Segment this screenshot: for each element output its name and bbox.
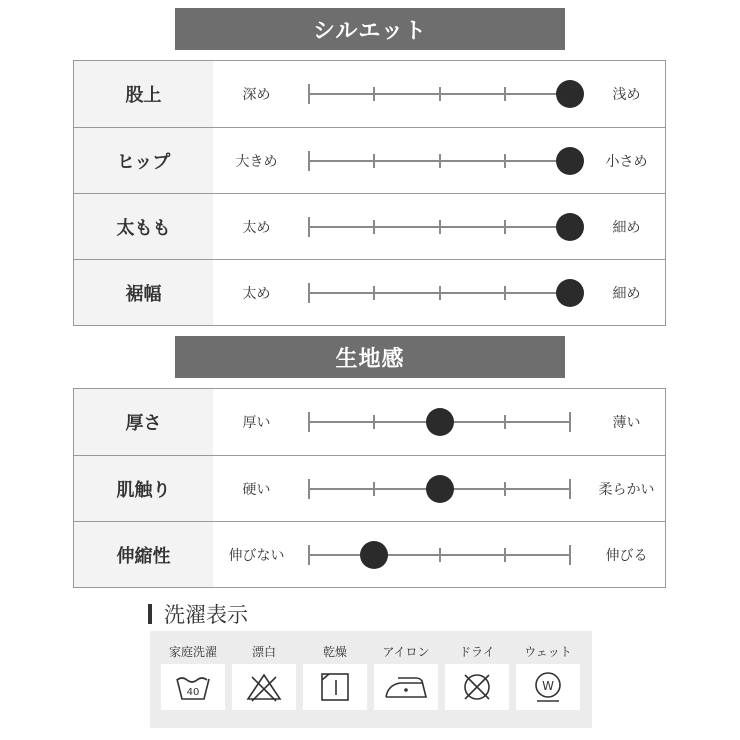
- rating-marker: [556, 80, 584, 108]
- silhouette-right-text: 浅め: [612, 87, 641, 103]
- rating-marker: [556, 147, 584, 175]
- rating-marker: [556, 279, 584, 307]
- care-item: [232, 631, 296, 728]
- washtub-40-icon: [161, 664, 225, 710]
- rating-marker: [360, 541, 388, 569]
- fabric-left-text: 厚い: [242, 415, 271, 431]
- silhouette-title: シルエット: [312, 18, 427, 44]
- care-item: [161, 631, 225, 728]
- fabric-header: [175, 336, 565, 378]
- fabric-row: [74, 455, 665, 521]
- scale-tick: [504, 482, 506, 496]
- scale-tick: [308, 151, 310, 171]
- scale-tick: [504, 154, 506, 168]
- care-item: [303, 631, 367, 728]
- silhouette-left-text: 太め: [242, 285, 271, 302]
- no-dry-clean-icon: [445, 664, 509, 710]
- care-panel: [150, 631, 592, 728]
- scale-tick: [308, 545, 310, 565]
- care-item-label: ウェット: [524, 645, 572, 659]
- iron-low-icon: [374, 664, 438, 710]
- silhouette-header: [175, 8, 565, 50]
- wet-clean-icon: [516, 664, 580, 710]
- silhouette-left-text: 太め: [242, 219, 271, 236]
- scale-tick: [308, 283, 310, 303]
- scale-tick: [308, 412, 310, 432]
- fabric-row: [74, 389, 665, 455]
- fabric-table: [73, 388, 666, 588]
- fabric-row-label: 肌触り: [74, 456, 213, 521]
- fabric-row: [74, 521, 665, 587]
- scale-tick: [439, 548, 441, 562]
- scale-tick: [504, 415, 506, 429]
- care-title-text: 洗濯表示: [164, 603, 248, 627]
- silhouette-row: [74, 127, 665, 193]
- fabric-right-text: 薄い: [612, 415, 641, 431]
- care-item: [516, 631, 580, 728]
- line-dry-icon: [303, 664, 367, 710]
- scale-tick: [504, 286, 506, 300]
- silhouette-row-label: 裾幅: [74, 260, 213, 325]
- silhouette-row-label: ヒップ: [74, 128, 213, 193]
- fabric-right-text: 伸びる: [605, 547, 648, 564]
- fabric-row-label: 伸縮性: [74, 522, 213, 587]
- silhouette-row-label: 太もも: [74, 194, 213, 259]
- svg-text:W: W: [542, 679, 554, 693]
- care-title-bar: [148, 604, 152, 624]
- care-title: [148, 600, 248, 628]
- care-item-label: アイロン: [382, 645, 430, 659]
- scale-tick: [569, 479, 571, 499]
- silhouette-right-text: 小さめ: [605, 153, 648, 170]
- scale-tick: [373, 482, 375, 496]
- fabric-row-label: 厚さ: [74, 389, 213, 455]
- scale-tick: [373, 87, 375, 101]
- scale-tick: [439, 286, 441, 300]
- scale-tick: [373, 286, 375, 300]
- scale-tick: [439, 154, 441, 168]
- fabric-title: 生地感: [335, 346, 405, 372]
- scale-tick: [504, 548, 506, 562]
- scale-tick: [439, 220, 441, 234]
- scale-tick: [504, 220, 506, 234]
- fabric-right-text: 柔らかい: [598, 481, 655, 498]
- silhouette-row: [74, 193, 665, 259]
- scale-tick: [308, 217, 310, 237]
- scale-tick: [569, 412, 571, 432]
- rating-marker: [426, 408, 454, 436]
- no-bleach-icon: [232, 664, 296, 710]
- care-item-label: ドライ: [459, 645, 495, 659]
- rating-marker: [556, 213, 584, 241]
- silhouette-left-text: 深め: [242, 87, 271, 103]
- silhouette-left-text: 大きめ: [235, 153, 278, 170]
- scale-tick: [308, 84, 310, 104]
- care-item-label: 乾燥: [322, 645, 347, 659]
- silhouette-table: [73, 60, 666, 326]
- svg-text:40: 40: [186, 687, 200, 698]
- care-item: [445, 631, 509, 728]
- care-item-label: 漂白: [251, 645, 276, 659]
- scale-tick: [439, 87, 441, 101]
- care-item: [374, 631, 438, 728]
- scale-tick: [308, 479, 310, 499]
- rating-marker: [426, 475, 454, 503]
- silhouette-row-label: 股上: [74, 61, 213, 127]
- fabric-left-text: 伸びない: [228, 547, 285, 564]
- silhouette-row: [74, 259, 665, 325]
- fabric-left-text: 硬い: [242, 481, 271, 498]
- scale-tick: [569, 545, 571, 565]
- scale-tick: [373, 154, 375, 168]
- silhouette-right-text: 細め: [612, 285, 641, 302]
- silhouette-row: [74, 61, 665, 127]
- care-item-label: 家庭洗濯: [168, 645, 217, 659]
- scale-tick: [373, 415, 375, 429]
- silhouette-right-text: 細め: [612, 219, 641, 236]
- scale-tick: [373, 220, 375, 234]
- scale-tick: [504, 87, 506, 101]
